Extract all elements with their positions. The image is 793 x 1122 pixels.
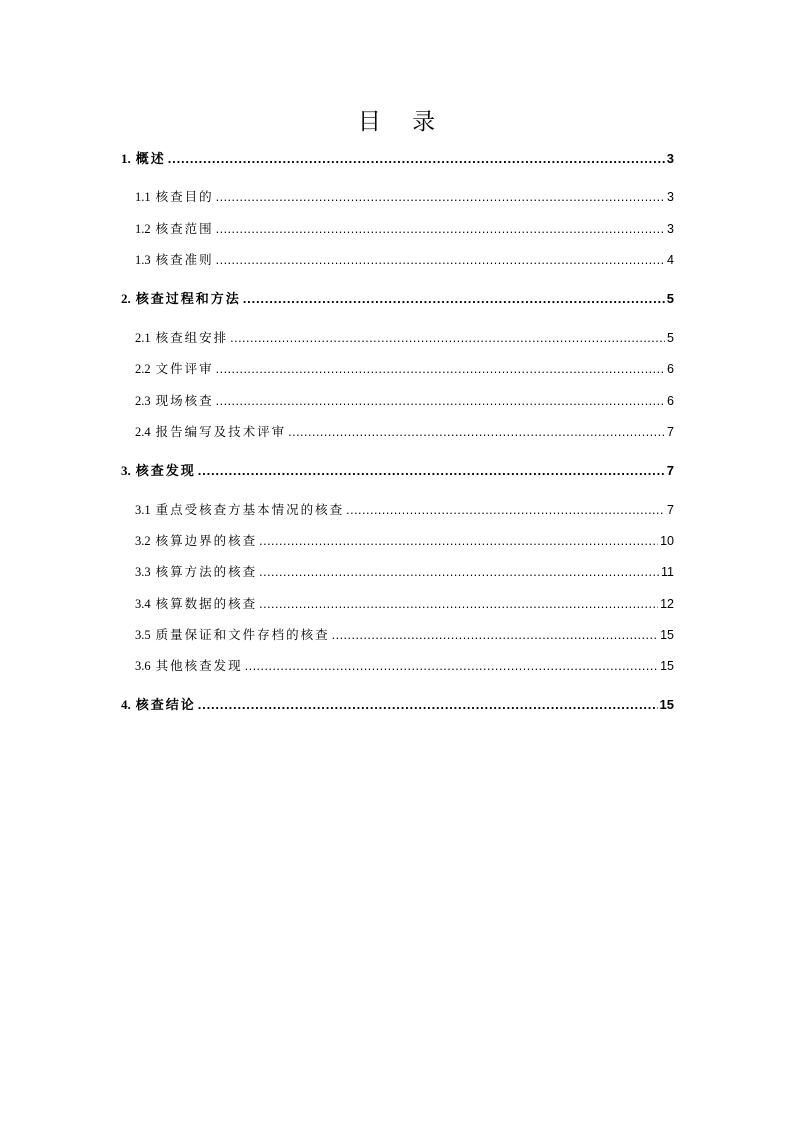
toc-entry-number: 2.4 (135, 425, 151, 439)
toc-leader-dots (216, 187, 665, 207)
toc-entry-number: 3. (121, 463, 131, 478)
toc-entry-text: 概述 (135, 152, 166, 167)
toc-entry-number: 1. (121, 151, 131, 166)
toc-title: 目 录 (357, 109, 448, 135)
toc-leader-dots (216, 219, 665, 239)
toc-entry-page: 11 (661, 565, 674, 579)
toc-entry-number: 2. (121, 291, 131, 306)
toc-entry-text: 核查过程和方法 (135, 292, 241, 307)
toc-entry-number: 1.3 (135, 253, 151, 267)
toc-entry-text: 核算边界的核查 (155, 533, 258, 548)
toc-entry-text: 重点受核查方基本情况的核查 (155, 502, 345, 517)
toc-entry-3-3[interactable] (135, 562, 674, 582)
toc-entry-3-4[interactable] (135, 594, 674, 614)
toc-entry-2[interactable] (121, 289, 674, 309)
toc-entry-page: 3 (667, 222, 674, 236)
toc-entry-page: 4 (667, 253, 674, 267)
toc-entry-number: 2.3 (135, 394, 151, 408)
toc-entry-page: 7 (667, 503, 674, 517)
toc-leader-dots (259, 594, 658, 614)
toc-leader-dots (168, 149, 665, 169)
toc-entry-number: 3.5 (135, 628, 151, 642)
toc-entry-text: 其他核查发现 (155, 658, 243, 673)
toc-entry-number: 1.1 (135, 190, 151, 204)
toc-entry-3-6[interactable] (135, 656, 674, 676)
toc-leader-dots (198, 461, 665, 481)
toc-leader-dots (346, 500, 665, 520)
toc-entry-1-2[interactable] (135, 219, 674, 239)
toc-entry-2-3[interactable] (135, 391, 674, 411)
toc-leader-dots (243, 289, 665, 309)
toc-entry-number: 3.1 (135, 503, 151, 517)
toc-leader-dots (288, 422, 665, 442)
toc-entry-text: 核查目的 (155, 189, 214, 204)
toc-entry-number: 3.2 (135, 534, 151, 548)
toc-entry-page: 15 (659, 697, 674, 712)
toc-leader-dots (230, 328, 665, 348)
toc-entry-text: 报告编写及技术评审 (155, 424, 287, 439)
toc-leader-dots (259, 531, 658, 551)
toc-leader-dots (216, 359, 665, 379)
toc-entry-number: 2.1 (135, 331, 151, 345)
toc-entry-3[interactable] (121, 461, 674, 481)
toc-entry-number: 3.4 (135, 597, 151, 611)
toc-entry-page: 6 (667, 362, 674, 376)
toc-entry-number: 3.6 (135, 659, 151, 673)
toc-leader-dots (216, 391, 665, 411)
toc-entry-1[interactable] (121, 149, 674, 169)
toc-entry-text: 核查组安排 (155, 330, 229, 345)
toc-entry-4[interactable] (121, 695, 674, 715)
toc-entry-page: 3 (666, 151, 674, 166)
toc-entry-3-2[interactable] (135, 531, 674, 551)
toc-entry-page: 10 (660, 534, 674, 548)
toc-entry-number: 2.2 (135, 362, 151, 376)
toc-entry-text: 质量保证和文件存档的核查 (155, 627, 330, 642)
toc-leader-dots (259, 562, 659, 582)
toc-entry-2-1[interactable] (135, 328, 674, 348)
toc-entry-page: 5 (666, 291, 674, 306)
toc-entry-2-2[interactable] (135, 359, 674, 379)
toc-entry-text: 核算方法的核查 (155, 564, 258, 579)
toc-entry-3-5[interactable] (135, 625, 674, 645)
toc-leader-dots (198, 695, 658, 715)
toc-entry-page: 6 (667, 394, 674, 408)
toc-entry-1-3[interactable] (135, 250, 674, 270)
toc-entry-page: 15 (660, 659, 674, 673)
toc-entry-number: 1.2 (135, 222, 151, 236)
toc-entry-page: 15 (660, 628, 674, 642)
toc-entry-text: 文件评审 (155, 361, 214, 376)
toc-entry-page: 7 (666, 463, 674, 478)
toc-entry-page: 12 (660, 597, 674, 611)
toc-entry-number: 3.3 (135, 565, 151, 579)
toc-entry-page: 7 (667, 425, 674, 439)
toc-entry-text: 核查发现 (135, 464, 196, 479)
toc-entry-text: 核算数据的核查 (155, 596, 258, 611)
toc-entry-text: 核查结论 (135, 698, 196, 713)
toc-entry-text: 现场核查 (155, 393, 214, 408)
toc-leader-dots (216, 250, 665, 270)
toc-entry-page: 5 (667, 331, 674, 345)
toc-leader-dots (245, 656, 658, 676)
toc-entry-1-1[interactable] (135, 187, 674, 207)
toc-entry-3-1[interactable] (135, 500, 674, 520)
toc-entry-2-4[interactable] (135, 422, 674, 442)
toc-entry-page: 3 (667, 190, 674, 204)
toc-entry-number: 4. (121, 697, 131, 712)
toc-entry-text: 核查准则 (155, 252, 214, 267)
toc-entry-text: 核查范围 (155, 221, 214, 236)
toc-leader-dots (332, 625, 658, 645)
